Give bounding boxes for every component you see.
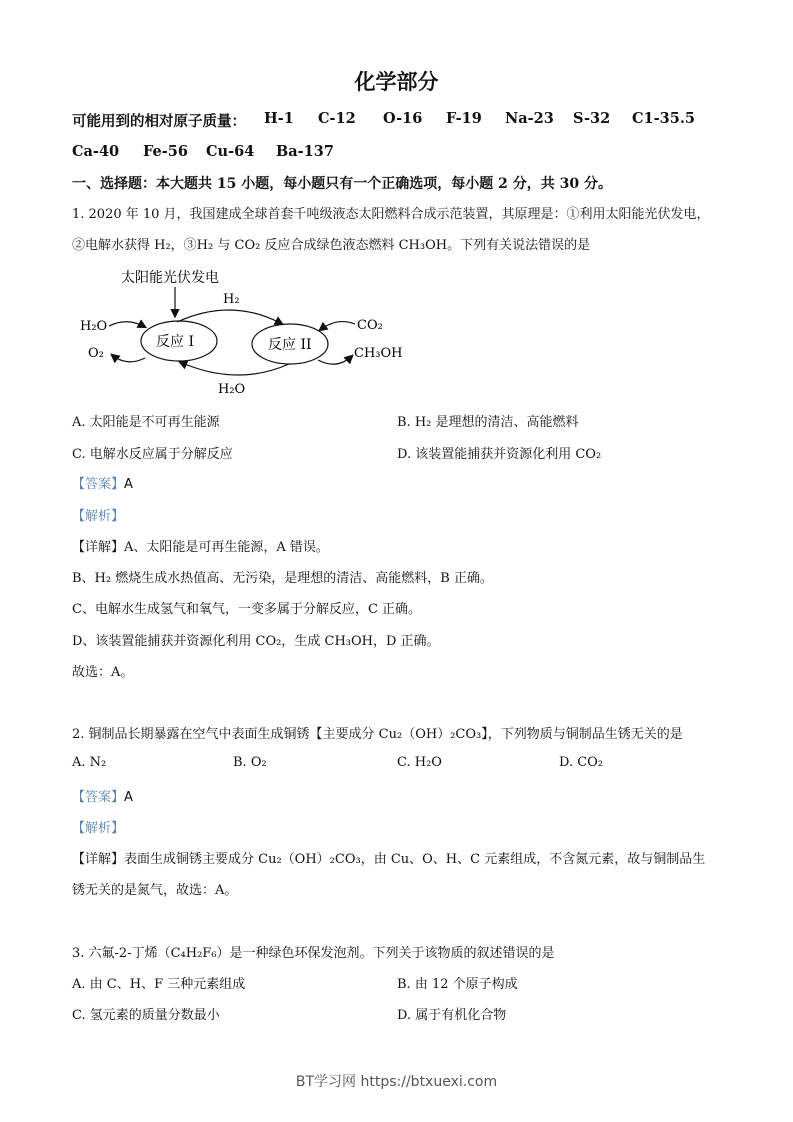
mass-ba: Ba-137 bbox=[276, 143, 334, 160]
q1-stem-line2: ②电解水获得 H₂，③H₂ 与 CO₂ 反应合成绿色液态燃料 CH₃OH。下列有关说法错误的是 bbox=[72, 238, 591, 253]
mass-cl: C1-35.5 bbox=[632, 110, 695, 127]
h2o-bottom-label: H₂O bbox=[218, 382, 246, 397]
q1-option-d[interactable]: D. 该装置能捕获并资源化利用 CO₂ bbox=[397, 447, 602, 462]
q2-option-d[interactable]: D. CO₂ bbox=[559, 755, 604, 770]
mass-na: Na-23 bbox=[505, 110, 554, 127]
q3-option-a[interactable]: A. 由 C、H、F 三种元素组成 bbox=[72, 977, 246, 992]
section-heading: 一、选择题：本大题共 15 小题，每小题只有一个正确选项，每小题 2 分，共 30 分。 bbox=[72, 176, 612, 192]
q2-detail-line: 表面生成铜锈主要成分 Cu₂（OH）₂CO₃，由 Cu、O、H、C 元素组成，不含氮元素，故与铜制品生 bbox=[124, 852, 706, 867]
q2-option-b[interactable]: B. O₂ bbox=[233, 755, 267, 770]
q1-stem-line1: 1. 2020 年 10 月，我国建成全球首套千吨级液态太阳燃料合成示范装置，其原理是：①利用太阳能光伏发电， bbox=[72, 207, 710, 222]
atomic-mass-label: 可能用到的相对原子质量： bbox=[72, 113, 246, 130]
solar-label: 太阳能光伏发电 bbox=[121, 270, 219, 286]
q3-stem: 3. 六氟-2-丁烯（C₄H₂F₆）是一种绿色环保发泡剂。下列关于该物质的叙述错误的是 bbox=[72, 946, 555, 961]
q3-option-d[interactable]: D. 属于有机化合物 bbox=[397, 1008, 507, 1023]
q1-detail-line: A、太阳能是可再生能源，A 错误。 bbox=[124, 540, 329, 555]
q1-detail-label: 【详解】 bbox=[72, 540, 125, 555]
mass-c: C-12 bbox=[318, 110, 356, 127]
mass-ca: Ca-40 bbox=[72, 143, 120, 160]
mass-f: F-19 bbox=[446, 110, 482, 127]
q2-option-c[interactable]: C. H₂O bbox=[397, 755, 442, 770]
q1-detail-line: D、该装置能捕获并资源化利用 CO₂，生成 CH₃OH，D 正确。 bbox=[72, 634, 440, 649]
q1-detail-line: C、电解水生成氢气和氧气，一变多属于分解反应，C 正确。 bbox=[72, 602, 422, 617]
q2-option-a[interactable]: A. N₂ bbox=[72, 755, 107, 770]
h2o-in-label: H₂O bbox=[80, 319, 108, 334]
q2-detail-line: 锈无关的是氮气，故选：A。 bbox=[72, 883, 238, 898]
q2-stem: 2. 铜制品长期暴露在空气中表面生成铜锈【主要成分 Cu₂（OH）₂CO₃】，下列物质与铜制品生锈无关的是 bbox=[72, 727, 683, 742]
o2-out-label: O₂ bbox=[88, 346, 104, 361]
q1-answer-label: 【答案】 bbox=[72, 477, 125, 492]
q1-analysis-label: 【解析】 bbox=[72, 509, 125, 524]
q1-option-c[interactable]: C. 电解水反应属于分解反应 bbox=[72, 447, 233, 462]
reaction-2-label: 反应 II bbox=[268, 337, 312, 353]
mass-cu: Cu-64 bbox=[206, 143, 255, 160]
footer-watermark: BT学习网 https://btxuexi.com bbox=[295, 1074, 498, 1090]
q1-answer-value: A bbox=[124, 477, 133, 492]
mass-fe: Fe-56 bbox=[143, 143, 188, 160]
mass-o: O-16 bbox=[383, 110, 423, 127]
reaction-diagram bbox=[72, 262, 422, 400]
q1-conclusion: 故选：A。 bbox=[72, 665, 134, 680]
q3-option-c[interactable]: C. 氢元素的质量分数最小 bbox=[72, 1008, 220, 1023]
q3-option-b[interactable]: B. 由 12 个原子构成 bbox=[397, 977, 518, 992]
ch3oh-out-label: CH₃OH bbox=[354, 346, 403, 361]
q2-detail-label: 【详解】 bbox=[72, 852, 125, 867]
q2-analysis-label: 【解析】 bbox=[72, 821, 125, 836]
q2-answer-value: A bbox=[124, 790, 133, 805]
q1-detail-line: B、H₂ 燃烧生成水热值高、无污染，是理想的清洁、高能燃料，B 正确。 bbox=[72, 571, 493, 586]
q2-answer-label: 【答案】 bbox=[72, 790, 125, 805]
co2-in-label: CO₂ bbox=[357, 318, 383, 333]
q1-option-a[interactable]: A. 太阳能是不可再生能源 bbox=[72, 415, 220, 430]
mass-s: S-32 bbox=[573, 110, 611, 127]
q1-option-b[interactable]: B. H₂ 是理想的清洁、高能燃料 bbox=[397, 415, 579, 430]
h2-label: H₂ bbox=[223, 292, 240, 307]
page-title: 化学部分 bbox=[354, 70, 439, 94]
mass-h: H-1 bbox=[264, 110, 294, 127]
reaction-1-label: 反应 I bbox=[156, 334, 194, 350]
